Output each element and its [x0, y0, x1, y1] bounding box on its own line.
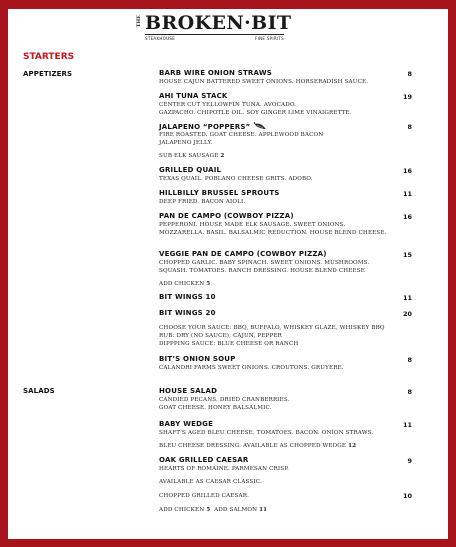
item-price-jalapeno: 8	[407, 123, 412, 131]
item-desc-baby-wedge-2	[159, 442, 356, 450]
item-desc-wings-dip: DIPPPING SAUCE: BLUE CHEESE OR RANCH	[159, 341, 299, 347]
option-price: 5	[206, 281, 211, 287]
item-desc-barb-wire: HOUSE CAJUN BATTERED SWEET ONIONS. HORSERADISH SAUCE.	[159, 79, 369, 85]
item-desc-jalapeno-2: JALAPENO JELLY.	[159, 140, 213, 146]
item-price-wings-20: 20	[402, 310, 412, 318]
item-name-wings-20: BIT WINGS 20	[159, 309, 216, 317]
item-name-wings-10: BIT WINGS 10	[159, 293, 216, 301]
logo-subtitle	[145, 36, 284, 41]
item-price-barb-wire: 8	[407, 70, 412, 78]
category-appetizers: APPETIZERS	[23, 70, 73, 78]
item-desc-quail: TEXAS QUAIL. POBLANO CHEESE GRITS. ADOBO.	[159, 176, 313, 182]
broken-bit-logo	[136, 12, 292, 43]
item-name-baby-wedge: BABY WEDGE	[159, 420, 214, 428]
category-salads: SALADS	[23, 387, 55, 395]
item-desc-wings-rub: RUB: DRY (NO SAUCE), CAJUN, PEPPER	[159, 333, 282, 339]
menu-page	[8, 9, 448, 539]
option-label-chicken: ADD CHICKEN	[159, 507, 205, 513]
item-name-barb-wire: BARB WIRE ONION STRAWS	[159, 69, 272, 77]
item-name-brussel: HILLBILLY BRUSSEL SPROUTS	[159, 189, 280, 197]
item-price-veggie-pan: 15	[402, 251, 412, 259]
item-name-caesar: OAK GRILLED CAESAR	[159, 456, 249, 464]
item-desc-house-salad-1: CANDIED PECANS. DRIED CRANBERRIES.	[159, 397, 290, 403]
item-option-add-chicken	[159, 280, 210, 288]
item-desc-veggie-pan-1: CHOPPED GARLIC. BABY SPINACH. SWEET ONIONS. MUSHROOMS.	[159, 260, 370, 266]
item-price-ahi-tuna: 19	[402, 93, 412, 101]
item-desc-caesar-chopped: CHOPPED GRILLED CAESAR.	[159, 493, 249, 499]
item-desc-pan-de-campo-1: PEPPERONI. HOUSE MADE ELK SAUSAGE. SWEET ONIONS.	[159, 222, 346, 228]
option-price-chicken: 5	[206, 507, 211, 513]
item-name-onion-soup: BIT’S ONION SOUP	[159, 355, 236, 363]
logo-sub-left: STEAKHOUSE	[145, 36, 176, 41]
item-price-quail: 16	[402, 167, 412, 175]
option-price: 2	[220, 153, 225, 159]
wedge-chopped-price: 12	[348, 443, 357, 449]
item-name-house-salad: HOUSE SALAD	[159, 387, 218, 395]
option-label: ADD CHICKEN	[159, 281, 205, 287]
item-price-caesar-chopped: 10	[402, 492, 412, 500]
item-price-pan-de-campo: 16	[402, 213, 412, 221]
item-name-jalapeno-text: JALAPENO “POPPERS”	[159, 123, 251, 131]
logo-rule	[145, 34, 284, 35]
item-desc-caesar-1: HEARTS OF ROMAINE. PARMESAN CRISP.	[159, 466, 289, 472]
option-label-salmon: ADD SALMON	[214, 507, 258, 513]
item-name-veggie-pan: VEGGIE PAN DE CAMPO (COWBOY PIZZA)	[159, 250, 327, 258]
item-desc-ahi-tuna-2: GAZPACHO. CHIPOTLE OIL. SOY GINGER LIME VINAIGRETTE.	[159, 110, 352, 116]
option-label: SUB ELK SAUSAGE	[159, 153, 219, 159]
item-desc-veggie-pan-2: SQUASH. TOMATOES. RANCH DRESSING. HOUSE BLEND CHEESE	[159, 268, 365, 274]
item-desc-caesar-classic: AVAILABLE AS CAESAR CLASSIC.	[159, 479, 262, 485]
item-desc-pan-de-campo-2: MOZZARELLA. BASIL. BALSALMIC REDUCTION. HOUSE BLEND CHEESE.	[159, 230, 387, 236]
item-desc-ahi-tuna-1: CENTER CUT YELLOWFIN TUNA. AVOCADO.	[159, 102, 297, 108]
item-desc-brussel: DEEP FRIED. BACON AIOLI.	[159, 199, 246, 205]
item-option-caesar-adds	[159, 506, 267, 514]
item-price-wings-10: 11	[402, 294, 412, 302]
item-price-brussel: 11	[402, 190, 412, 198]
item-price-baby-wedge: 11	[402, 421, 412, 429]
item-price-house-salad: 8	[407, 388, 412, 396]
logo-wordmark: BROKEN·BIT	[145, 12, 292, 34]
item-name-quail: GRILLED QUAIL	[159, 166, 222, 174]
logo-sub-right: FINE SPIRITS	[255, 36, 284, 41]
item-price-caesar: 9	[407, 457, 412, 465]
section-title-starters: STARTERS	[23, 52, 75, 62]
item-option-elk-sausage	[159, 152, 224, 160]
item-desc-house-salad-2: GOAT CHEESE. HONEY BALSALMIC.	[159, 405, 272, 411]
item-desc-wings-sauce: CHOOSE YOUR SAUCE: BBQ, BUFFALO, WHISKEY GLAZE, WHISKEY BBQ	[159, 325, 385, 331]
item-name-ahi-tuna: AHI TUNA STACK	[159, 92, 228, 100]
item-desc-jalapeno-1: FIRE ROASTED. GOAT CHEESE. APPLEWOOD BACON	[159, 132, 324, 138]
item-price-onion-soup: 8	[407, 356, 412, 364]
wedge-dressing-text: BLEU CHEESE DRESSING. AVAILABLE AS CHOPPED WEDGE	[159, 443, 347, 449]
item-desc-onion-soup: CALANDRI FARMS SWEET ONIONS. CROUTONS. GRUYERE.	[159, 365, 344, 371]
logo-the: THE	[136, 15, 142, 28]
option-price-salmon: 11	[259, 507, 268, 513]
item-name-pan-de-campo: PAN DE CAMPO (COWBOY PIZZA)	[159, 212, 294, 220]
item-desc-baby-wedge-1: SHAFT’S AGED BLEU CHEESE. TOMATOES. BACON. ONION STRAWS.	[159, 430, 374, 436]
